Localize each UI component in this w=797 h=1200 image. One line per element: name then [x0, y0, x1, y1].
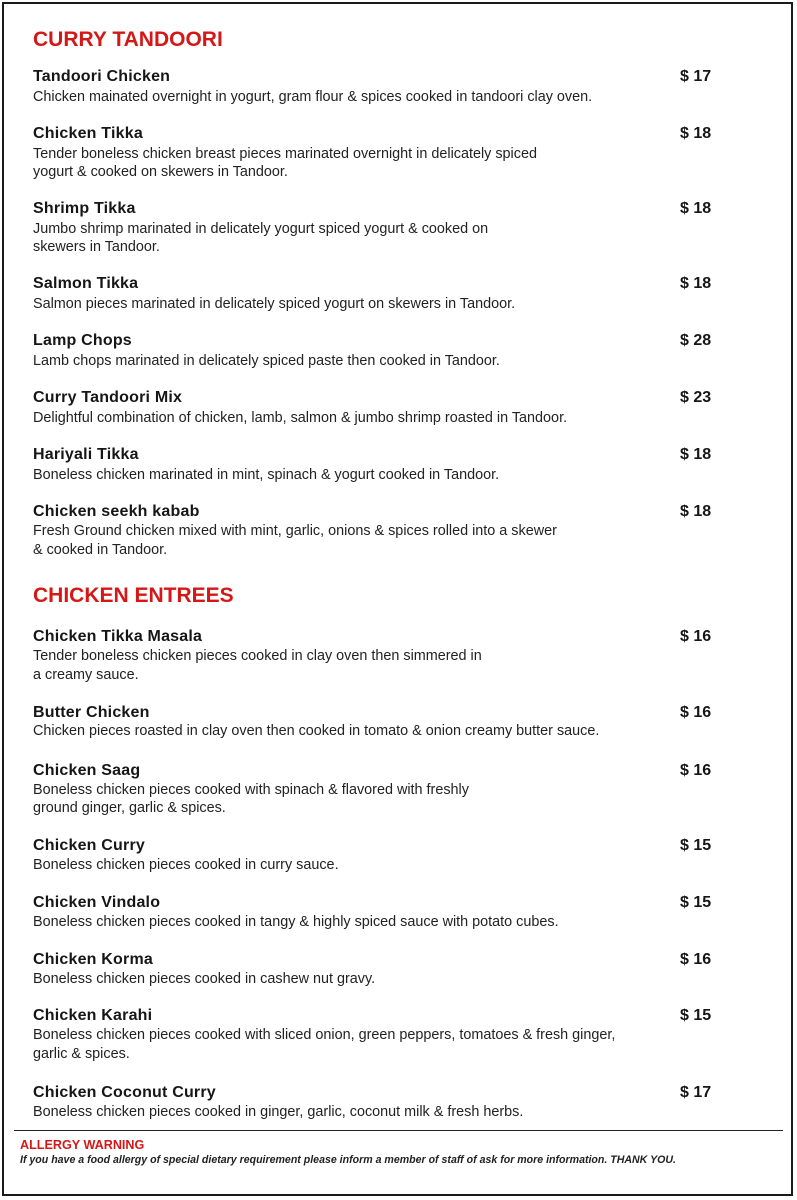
item-name: Chicken Korma	[33, 951, 153, 968]
item-price: $ 18	[680, 503, 712, 520]
item-description: garlic & spices.	[33, 1046, 130, 1062]
item-price: $ 23	[680, 389, 712, 406]
item-name: Chicken Saag	[33, 762, 141, 779]
item-description: a creamy sauce.	[33, 667, 139, 683]
item-description: & cooked in Tandoor.	[33, 542, 168, 558]
item-price: $ 16	[680, 704, 712, 721]
item-name: Chicken Curry	[33, 837, 145, 854]
item-description: Jumbo shrimp marinated in delicately yogurt spiced yogurt & cooked on	[33, 221, 489, 237]
item-description: Chicken pieces roasted in clay oven then cooked in tomato & onion creamy butter sauce.	[33, 723, 600, 739]
item-name: Chicken Tikka	[33, 125, 143, 142]
allergy-warning-title: ALLERGY WARNING	[20, 1138, 145, 1152]
item-price: $ 16	[680, 951, 712, 968]
item-description: Tender boneless chicken pieces cooked in clay oven then simmered in	[33, 648, 482, 664]
item-description: skewers in Tandoor.	[33, 239, 160, 255]
item-description: Fresh Ground chicken mixed with mint, garlic, onions & spices rolled into a skewer	[33, 523, 557, 539]
item-price: $ 18	[680, 275, 712, 292]
item-name: Hariyali Tikka	[33, 446, 139, 463]
item-name: Chicken seekh kabab	[33, 503, 200, 520]
item-name: Chicken Karahi	[33, 1007, 153, 1024]
section-title: CHICKEN ENTREES	[33, 584, 234, 607]
section-title: CURRY TANDOORI	[33, 28, 223, 51]
item-price: $ 18	[680, 125, 712, 142]
allergy-warning-text: If you have a food allergy of special dietary requirement please inform a member of staff of ask for more information. THANK YOU.	[20, 1154, 676, 1166]
item-description: Tender boneless chicken breast pieces marinated overnight in delicately spiced	[33, 146, 537, 162]
item-name: Chicken Coconut Curry	[33, 1084, 216, 1101]
item-description: Boneless chicken pieces cooked in cashew nut gravy.	[33, 971, 376, 987]
item-name: Butter Chicken	[33, 704, 150, 721]
item-price: $ 15	[680, 1007, 712, 1024]
item-price: $ 17	[680, 1084, 712, 1101]
item-description: Boneless chicken pieces cooked in tangy & highly spiced sauce with potato cubes.	[33, 914, 559, 930]
item-price: $ 18	[680, 200, 712, 217]
item-description: Boneless chicken pieces cooked with spinach & flavored with freshly	[33, 782, 469, 798]
item-description: Salmon pieces marinated in delicately spiced yogurt on skewers in Tandoor.	[33, 296, 516, 312]
item-description: Lamb chops marinated in delicately spiced paste then cooked in Tandoor.	[33, 353, 500, 369]
item-description: ground ginger, garlic & spices.	[33, 800, 226, 816]
item-price: $ 17	[680, 68, 712, 85]
item-price: $ 28	[680, 332, 712, 349]
item-description: Chicken mainated overnight in yogurt, gram flour & spices cooked in tandoori clay oven.	[33, 89, 593, 105]
item-description: Boneless chicken marinated in mint, spinach & yogurt cooked in Tandoor.	[33, 467, 500, 483]
item-name: Chicken Vindalo	[33, 894, 161, 911]
item-description: Boneless chicken pieces cooked with sliced onion, green peppers, tomatoes & fresh ginger,	[33, 1027, 616, 1043]
item-description: yogurt & cooked on skewers in Tandoor.	[33, 164, 288, 180]
item-name: Curry Tandoori Mix	[33, 389, 183, 406]
item-description: Boneless chicken pieces cooked in ginger, garlic, coconut milk & fresh herbs.	[33, 1104, 524, 1120]
item-name: Tandoori Chicken	[33, 68, 171, 85]
item-price: $ 18	[680, 446, 712, 463]
item-price: $ 16	[680, 762, 712, 779]
item-price: $ 16	[680, 628, 712, 645]
item-price: $ 15	[680, 894, 712, 911]
item-name: Chicken Tikka Masala	[33, 628, 203, 645]
item-description: Boneless chicken pieces cooked in curry sauce.	[33, 857, 339, 873]
item-description: Delightful combination of chicken, lamb, salmon & jumbo shrimp roasted in Tandoor.	[33, 410, 568, 426]
item-name: Lamp Chops	[33, 332, 132, 349]
item-name: Shrimp Tikka	[33, 200, 136, 217]
item-price: $ 15	[680, 837, 712, 854]
footer-divider	[14, 1130, 783, 1131]
item-name: Salmon Tikka	[33, 275, 139, 292]
